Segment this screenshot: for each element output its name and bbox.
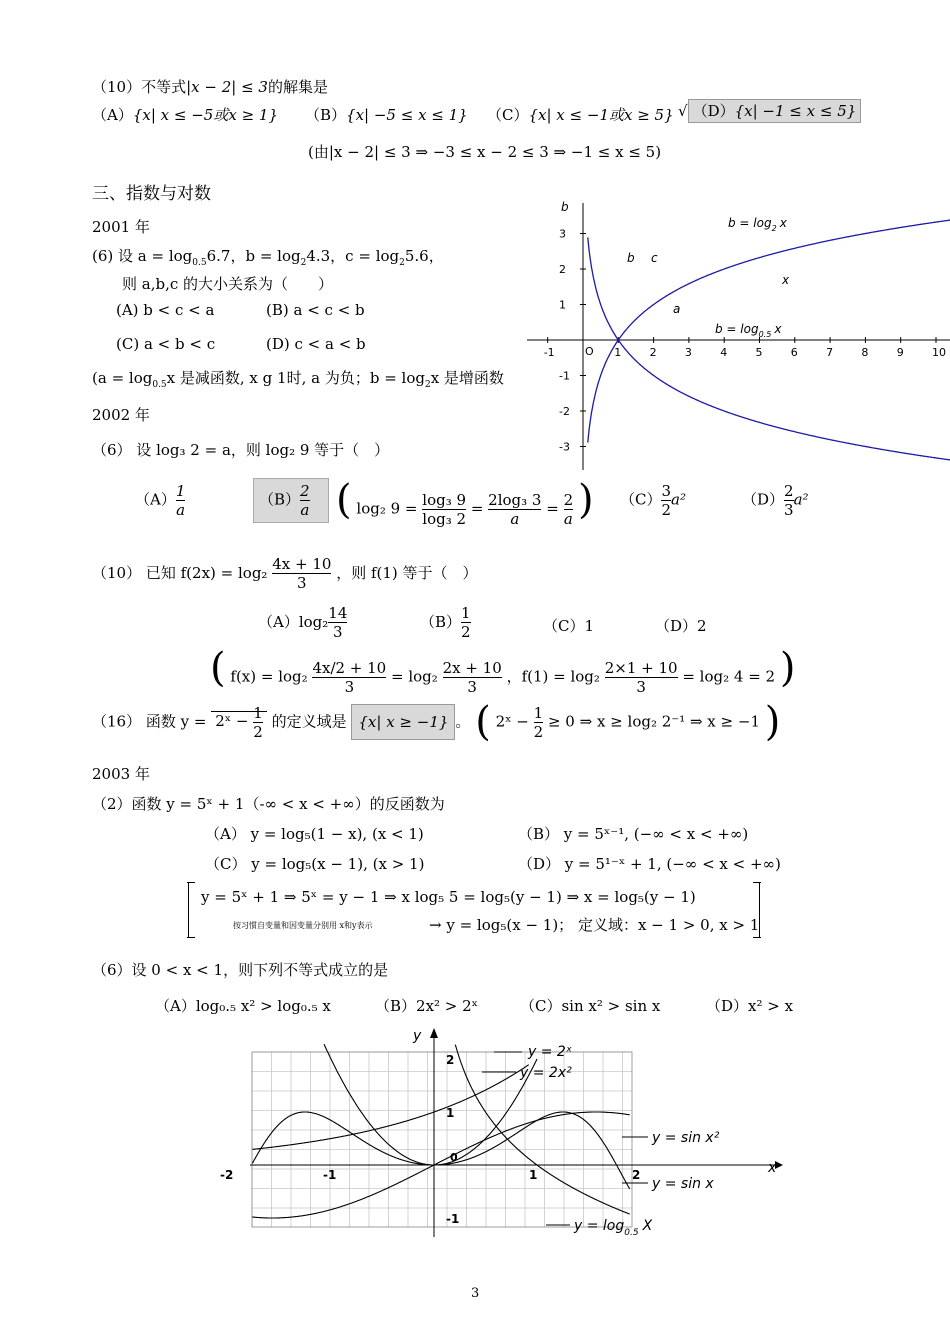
den: 2	[461, 623, 471, 641]
q2-2003-opt-b: （B） y = 5ˣ⁻¹, (−∞ < x < +∞)	[518, 825, 749, 843]
q6-stem-b: 6.7，b = log	[206, 247, 301, 265]
sub: 2	[399, 258, 405, 268]
den: 3	[333, 623, 343, 641]
opt-text: {x| x ≤ −5或x ≥ 1}	[132, 106, 278, 124]
graph2-curves	[252, 1044, 630, 1218]
q6-2003-opt-b: （B）2x² > 2ˣ	[375, 997, 479, 1015]
ex-c: x 是增函数	[430, 369, 504, 387]
q10-2002-opt-c: （C）1	[543, 617, 595, 635]
c1-name: b = log	[728, 216, 772, 230]
num: 2×1 + 10	[604, 658, 678, 677]
q6-2001-line2: 则 a,b,c 的大小关系为（ ）	[122, 275, 334, 293]
l5-x: X	[642, 1218, 653, 1234]
root-a: 2ˣ −	[215, 712, 249, 730]
q10-2002-stem	[92, 555, 478, 592]
l5-sub: 0.5	[624, 1228, 639, 1238]
label-2x: y = 2ˣ	[528, 1044, 573, 1060]
q6-2001-opt-a: (A) b < c < a	[116, 301, 215, 319]
tail: a²	[793, 490, 809, 509]
q6-stem-c: 4.3，c = log	[306, 247, 400, 265]
y-tick-label: 2	[446, 1053, 455, 1067]
y-tick-label: 1	[559, 298, 566, 312]
x-tick-label: 2	[632, 1168, 641, 1182]
x-tick-label: 1	[529, 1168, 538, 1182]
c2-name: b = log	[715, 322, 759, 336]
origin-label: 0	[450, 1151, 458, 1164]
x-tick-label: 7	[826, 346, 834, 359]
l5-name: y = log	[574, 1218, 625, 1234]
q6-2002-opt-b	[253, 478, 329, 523]
q2-2003-explain-box	[188, 882, 760, 938]
sub: 2	[300, 258, 307, 268]
den: a	[563, 509, 573, 528]
num: log₃ 9	[422, 490, 467, 509]
opt-text: {x| x ≤ −1或x ≥ 5}	[528, 106, 674, 124]
den: 3	[297, 574, 307, 592]
num: 2	[563, 490, 574, 509]
ex-pre: 2ˣ −	[495, 712, 529, 731]
num: 3	[661, 482, 672, 500]
q10-2002-opt-a	[258, 604, 347, 641]
opt-label: （C）	[487, 106, 529, 124]
q10-opt-b	[305, 108, 468, 123]
x-tick-label: -1	[323, 1168, 337, 1182]
q16-answer: {x| x ≥ −1}	[351, 704, 455, 740]
origin-label: O	[585, 345, 594, 358]
num: 2	[784, 482, 794, 500]
q10-stem-math: |x − 2| ≤ 3	[186, 78, 268, 96]
c1-x: x	[779, 216, 787, 230]
log-graph	[525, 195, 950, 475]
curve-log05	[588, 237, 950, 462]
q6-2003-opt-c: （C）sin x² > sin x	[520, 997, 661, 1015]
x-axis-label: x	[768, 1160, 777, 1176]
den: 3	[636, 677, 646, 696]
q6-2003-opt-a: （A）log₀.₅ x² > log₀.₅ x	[155, 997, 331, 1015]
label-sinx2: y = sin x²	[652, 1130, 720, 1146]
label: （A）log₂	[258, 613, 329, 631]
q2-ex2-small: 按习惯自变量和因变量分别用 x和y表示	[233, 921, 373, 930]
opt-label: （B）	[305, 106, 347, 124]
label: （A）	[135, 490, 176, 509]
c1-sub: 2	[771, 224, 777, 233]
den: a	[176, 501, 186, 519]
ex-pre: log₂ 9 =	[356, 499, 418, 518]
q6-2003-stem: （6）设 0 < x < 1，则下列不等式成立的是	[92, 961, 389, 979]
q6-2001-opt-d: (D) c < a < b	[266, 335, 366, 353]
sub: 2	[424, 380, 431, 390]
year-2001: 2001 年	[92, 218, 150, 236]
ex2: = log₂	[391, 667, 438, 686]
label: （B）	[420, 613, 462, 631]
sub: 0.5	[152, 380, 167, 390]
q2-2003-opt-a: （A） y = log₅(1 − x), (x < 1)	[205, 825, 424, 843]
stem-pre: （10） 已知 f(2x) = log₂	[92, 564, 268, 582]
q6-2002-opt-d	[742, 482, 809, 519]
stem-post: 的定义域是	[271, 712, 347, 731]
ex3: ，f(1) = log₂	[506, 667, 600, 686]
x-tick-label: 8	[861, 346, 869, 359]
q10-stem-post: 的解集是	[267, 78, 328, 96]
ex-post: ≥ 0 ⇒ x ≥ log₂ 2⁻¹ ⇒ x ≥ −1	[547, 712, 760, 731]
c2-sub: 0.5	[758, 330, 772, 339]
x-tick-label: -1	[543, 346, 555, 359]
opt-text: {x| −5 ≤ x ≤ 1}	[346, 106, 468, 124]
opt-text: {x| −1 ≤ x ≤ 5}	[734, 102, 857, 120]
x-tick-label: 2	[649, 346, 657, 359]
q2-2003-opt-d: （D） y = 5¹⁻ˣ + 1, (−∞ < x < +∞)	[518, 855, 781, 873]
label: （C）	[620, 490, 662, 509]
x-tick-label: 10	[932, 346, 946, 359]
q6-2001-opt-b: (B) a < c < b	[266, 301, 365, 319]
curve-2x2	[324, 1044, 537, 1165]
x-tick-label: -2	[220, 1168, 234, 1182]
q10-opt-a	[92, 108, 278, 123]
q2-ex2: → y = log₅(x − 1)； 定义域：x − 1 > 0, x > 1	[429, 916, 760, 934]
y-tick-label: 1	[446, 1106, 455, 1120]
c2-x: x	[774, 322, 782, 336]
den: 2	[533, 722, 544, 741]
den: log₃ 2	[422, 509, 467, 528]
num: 4x + 10	[272, 555, 332, 573]
y-tick-label: -3	[559, 440, 570, 454]
function-graph	[220, 1022, 790, 1247]
page-number: 3	[471, 1286, 480, 1301]
sub: 0.5	[192, 258, 207, 268]
opt-label: （D）	[692, 102, 735, 120]
ex4: = log₂ 4 = 2	[682, 667, 776, 686]
den: 2	[253, 722, 263, 741]
ex1: f(x) = log₂	[230, 667, 308, 686]
q16-2002: （16） 函数 y = 2ˣ − $\frac{1}{2}$ 的定义域是 {x| x ≥ −1} 。 ( 2ˣ − $\frac{1}{2}$ ≥ 0 ⇒ x ≥ log₂ 2⁻¹ ⇒ x ≥ −1 )	[92, 699, 781, 745]
x-tick-label: 9	[896, 346, 904, 359]
q10-opt-d	[678, 104, 861, 119]
den: 3	[467, 677, 477, 696]
q10-2001-stem	[92, 80, 328, 95]
y-tick-label: -2	[559, 405, 570, 418]
ex-a: (a = log	[92, 369, 153, 387]
num: 2x + 10	[442, 658, 502, 677]
q10-explain: (由|x − 2| ≤ 3 ⇒ −3 ≤ x − 2 ≤ 3 ⇒ −1 ≤ x ≤ 5)	[308, 143, 662, 161]
q10-2002-opt-b	[420, 604, 471, 641]
label: （D）	[742, 490, 785, 509]
y-tick-label: 3	[559, 227, 566, 241]
num: 1	[175, 482, 186, 500]
ex-b: x 是减函数, x g 1时, a 为负；b = log	[166, 369, 425, 387]
den: 3	[344, 677, 355, 696]
x-mark: x	[782, 273, 790, 287]
num: 2log₃ 3	[488, 490, 542, 509]
y-tick-label: 2	[559, 263, 566, 276]
q2-2003-opt-c: （C） y = log₅(x − 1), (x > 1)	[205, 855, 425, 873]
opt-label: （A）	[92, 106, 133, 124]
q6-2003-opt-d: （D）x² > x	[706, 997, 794, 1015]
stem-pre: （16） 函数 y =	[92, 712, 207, 731]
num: 1	[253, 703, 263, 722]
label-2x2: y = 2x²	[520, 1065, 572, 1081]
den: 2	[661, 501, 672, 519]
y-axis-label: y	[413, 1028, 422, 1044]
curve-sinx2	[252, 1112, 629, 1189]
label: （B）	[259, 490, 301, 509]
q6-2002-stem: （6） 设 log₃ 2 = a，则 log₂ 9 等于（ ）	[92, 441, 390, 459]
q10-2002-opt-d: （D）2	[655, 617, 707, 635]
q6-stem-d: 5.6，	[404, 247, 444, 265]
q2-ex1: y = 5ˣ + 1 ⇒ 5ˣ = y − 1 ⇒ x log₅ 5 = log₅(y − 1) ⇒ x = log₅(y − 1)	[201, 888, 696, 906]
x-tick-label: 5	[755, 346, 763, 359]
den: a	[510, 509, 520, 528]
x-tick-label: 1	[614, 346, 622, 359]
year-2003: 2003 年	[92, 765, 150, 783]
num: 1	[533, 703, 544, 722]
q6-2002-explain: ( log₂ 9 = $\frac{\text{log₃ 9}}{\text{log₃ 2}}$ = $\frac{\text{2log₃ 3}}{a}$ = $\frac{2}{a}$ )	[336, 477, 594, 528]
dot: 。	[455, 712, 471, 731]
a-mark: a	[673, 302, 681, 316]
den: a	[300, 501, 310, 519]
q6-2001-stem	[92, 249, 444, 268]
curve1-label	[728, 216, 788, 233]
q6-2001-opt-c: (C) a < b < c	[116, 335, 216, 353]
q10-stem-pre: （10）不等式	[92, 78, 187, 96]
num: 1	[461, 604, 471, 622]
num: 4x/2 + 10	[312, 658, 387, 677]
y-tick-label: -1	[446, 1212, 460, 1226]
q6-2002-opt-a	[135, 482, 185, 519]
b-mark: b	[627, 251, 635, 265]
q6-2001-explain	[92, 371, 504, 390]
q6-2002-opt-c	[620, 482, 686, 519]
graph2-ticks	[220, 1053, 640, 1226]
b-axis-label: b	[561, 200, 569, 214]
c-mark: c	[651, 251, 658, 265]
year-2002: 2002 年	[92, 406, 150, 424]
tail: a²	[671, 490, 686, 509]
x-tick-label: 4	[720, 346, 728, 359]
x-tick-label: 6	[790, 346, 798, 359]
section-title: 三、指数与对数	[92, 184, 211, 204]
q10-opt-c	[487, 108, 674, 123]
grid-frame	[252, 1052, 632, 1227]
stem-post: ，则 f(1) 等于（ ）	[336, 564, 478, 582]
x-tick-label: 3	[684, 346, 692, 359]
num: 14	[328, 604, 348, 622]
q10-2002-explain: ( f(x) = log₂ $\frac{4x/2 + 10}{3}$ = log₂ $\frac{2x + 10}{3}$ ，f(1) = log₂ $\frac{2\times 1 + 10}{3}$ = log₂ 4 = 2 )	[210, 645, 796, 696]
graph2-grid	[252, 1052, 632, 1227]
check-mark: √	[678, 102, 688, 120]
curve2-label	[715, 322, 782, 339]
label-log05	[573, 1218, 653, 1238]
label-sinx: y = sin x	[652, 1176, 714, 1192]
den: 3	[784, 501, 794, 519]
q6-stem-a: (6) 设 a = log	[92, 247, 193, 265]
y-axis-arrow	[430, 1028, 438, 1038]
num: 2	[300, 482, 310, 500]
q2-2003-stem: （2）函数 y = 5ˣ + 1（-∞ < x < +∞）的反函数为	[92, 795, 445, 813]
y-tick-label: -1	[559, 369, 570, 383]
